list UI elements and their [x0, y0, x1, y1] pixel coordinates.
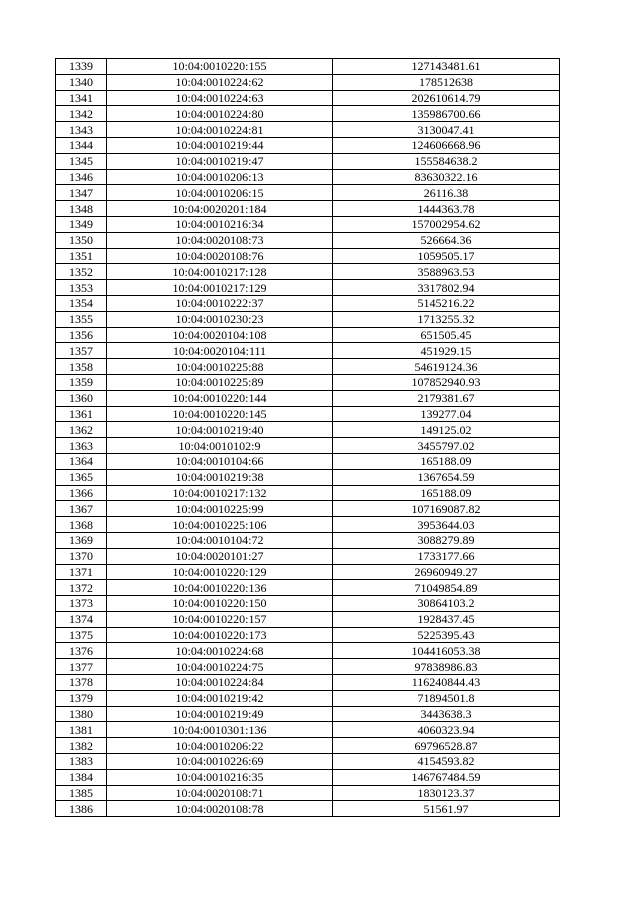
row-number-cell: 1343: [56, 122, 107, 138]
value-cell: 1733177.66: [333, 548, 560, 564]
cadastral-number-cell: 10:04:0010224:75: [107, 659, 333, 675]
cadastral-number-cell: 10:04:0010224:81: [107, 122, 333, 138]
row-number-cell: 1345: [56, 153, 107, 169]
table-row: [56, 59, 560, 75]
table-row: [56, 359, 560, 375]
table-row: [56, 311, 560, 327]
table-row: [56, 485, 560, 501]
cadastral-number-cell: 10:04:0010220:150: [107, 596, 333, 612]
cadastral-number-cell: 10:04:0010225:88: [107, 359, 333, 375]
cadastral-number-cell: 10:04:0010219:38: [107, 469, 333, 485]
table-row: [56, 801, 560, 817]
cadastral-number-cell: 10:04:0010224:63: [107, 90, 333, 106]
row-number-cell: 1370: [56, 548, 107, 564]
cadastral-number-cell: 10:04:0010220:144: [107, 390, 333, 406]
value-cell: 51561.97: [333, 801, 560, 817]
value-cell: 1367654.59: [333, 469, 560, 485]
table-row: [56, 532, 560, 548]
cadastral-number-cell: 10:04:0010225:106: [107, 517, 333, 533]
row-number-cell: 1369: [56, 532, 107, 548]
value-cell: 149125.02: [333, 422, 560, 438]
row-number-cell: 1342: [56, 106, 107, 122]
value-cell: 1444363.78: [333, 201, 560, 217]
row-number-cell: 1372: [56, 580, 107, 596]
row-number-cell: 1367: [56, 501, 107, 517]
row-number-cell: 1366: [56, 485, 107, 501]
table-row: [56, 754, 560, 770]
value-cell: 1713255.32: [333, 311, 560, 327]
row-number-cell: 1371: [56, 564, 107, 580]
cadastral-number-cell: 10:04:0010220:136: [107, 580, 333, 596]
table-row: [56, 137, 560, 153]
cadastral-number-cell: 10:04:0020201:184: [107, 201, 333, 217]
table-row: [56, 106, 560, 122]
row-number-cell: 1381: [56, 722, 107, 738]
value-cell: 4154593.82: [333, 754, 560, 770]
cadastral-number-cell: 10:04:0010222:37: [107, 295, 333, 311]
value-cell: 157002954.62: [333, 216, 560, 232]
row-number-cell: 1355: [56, 311, 107, 327]
cadastral-number-cell: 10:04:0020108:78: [107, 801, 333, 817]
row-number-cell: 1348: [56, 201, 107, 217]
value-cell: 97838986.83: [333, 659, 560, 675]
table-row: [56, 153, 560, 169]
value-cell: 127143481.61: [333, 59, 560, 75]
table-row: [56, 248, 560, 264]
table-row: [56, 343, 560, 359]
table-row: [56, 90, 560, 106]
row-number-cell: 1356: [56, 327, 107, 343]
cadastral-value-table: [55, 58, 560, 817]
table-row: [56, 453, 560, 469]
row-number-cell: 1379: [56, 690, 107, 706]
row-number-cell: 1375: [56, 627, 107, 643]
value-cell: 5225395.43: [333, 627, 560, 643]
cadastral-number-cell: 10:04:0010104:66: [107, 453, 333, 469]
table-row: [56, 280, 560, 296]
row-number-cell: 1378: [56, 675, 107, 691]
cadastral-number-cell: 10:04:0010206:22: [107, 738, 333, 754]
cadastral-number-cell: 10:04:0010220:145: [107, 406, 333, 422]
cadastral-number-cell: 10:04:0020108:71: [107, 785, 333, 801]
table-row: [56, 564, 560, 580]
cadastral-number-cell: 10:04:0010220:173: [107, 627, 333, 643]
cadastral-number-cell: 10:04:0010225:89: [107, 374, 333, 390]
value-cell: 526664.36: [333, 232, 560, 248]
table-body: [56, 59, 560, 817]
table-row: [56, 548, 560, 564]
value-cell: 107169087.82: [333, 501, 560, 517]
table-row: [56, 785, 560, 801]
value-cell: 3953644.03: [333, 517, 560, 533]
cadastral-number-cell: 10:04:0020104:108: [107, 327, 333, 343]
value-cell: 165188.09: [333, 485, 560, 501]
table-row: [56, 643, 560, 659]
value-cell: 71049854.89: [333, 580, 560, 596]
row-number-cell: 1360: [56, 390, 107, 406]
value-cell: 107852940.93: [333, 374, 560, 390]
cadastral-number-cell: 10:04:0010219:44: [107, 137, 333, 153]
value-cell: 116240844.43: [333, 675, 560, 691]
cadastral-number-cell: 10:04:0010206:13: [107, 169, 333, 185]
value-cell: 83630322.16: [333, 169, 560, 185]
table-row: [56, 659, 560, 675]
value-cell: 146767484.59: [333, 769, 560, 785]
cadastral-number-cell: 10:04:0010104:72: [107, 532, 333, 548]
value-cell: 1830123.37: [333, 785, 560, 801]
row-number-cell: 1351: [56, 248, 107, 264]
row-number-cell: 1358: [56, 359, 107, 375]
row-number-cell: 1373: [56, 596, 107, 612]
table-row: [56, 406, 560, 422]
cadastral-number-cell: 10:04:0010220:155: [107, 59, 333, 75]
value-cell: 26116.38: [333, 185, 560, 201]
row-number-cell: 1349: [56, 216, 107, 232]
cadastral-number-cell: 10:04:0010225:99: [107, 501, 333, 517]
value-cell: 155584638.2: [333, 153, 560, 169]
table-row: [56, 232, 560, 248]
cadastral-number-cell: 10:04:0010217:129: [107, 280, 333, 296]
cadastral-number-cell: 10:04:0010219:42: [107, 690, 333, 706]
row-number-cell: 1386: [56, 801, 107, 817]
cadastral-number-cell: 10:04:0020104:111: [107, 343, 333, 359]
table-row: [56, 390, 560, 406]
table-row: [56, 216, 560, 232]
cadastral-number-cell: 10:04:0020108:73: [107, 232, 333, 248]
value-cell: 3588963.53: [333, 264, 560, 280]
table-row: [56, 690, 560, 706]
row-number-cell: 1354: [56, 295, 107, 311]
cadastral-number-cell: 10:04:0010102:9: [107, 438, 333, 454]
table-row: [56, 374, 560, 390]
table-row: [56, 264, 560, 280]
cadastral-number-cell: 10:04:0010220:157: [107, 611, 333, 627]
cadastral-number-cell: 10:04:0010224:84: [107, 675, 333, 691]
table-row: [56, 438, 560, 454]
cadastral-number-cell: 10:04:0010230:23: [107, 311, 333, 327]
row-number-cell: 1363: [56, 438, 107, 454]
cadastral-number-cell: 10:04:0020101:27: [107, 548, 333, 564]
row-number-cell: 1353: [56, 280, 107, 296]
cadastral-number-cell: 10:04:0010216:34: [107, 216, 333, 232]
table-row: [56, 295, 560, 311]
value-cell: 178512638: [333, 74, 560, 90]
cadastral-number-cell: 10:04:0010216:35: [107, 769, 333, 785]
value-cell: 3088279.89: [333, 532, 560, 548]
value-cell: 651505.45: [333, 327, 560, 343]
table-row: [56, 738, 560, 754]
value-cell: 1928437.45: [333, 611, 560, 627]
cadastral-number-cell: 10:04:0010217:132: [107, 485, 333, 501]
table-row: [56, 517, 560, 533]
row-number-cell: 1341: [56, 90, 107, 106]
cadastral-number-cell: 10:04:0010224:80: [107, 106, 333, 122]
row-number-cell: 1352: [56, 264, 107, 280]
row-number-cell: 1377: [56, 659, 107, 675]
value-cell: 139277.04: [333, 406, 560, 422]
value-cell: 202610614.79: [333, 90, 560, 106]
table-row: [56, 201, 560, 217]
cadastral-number-cell: 10:04:0010220:129: [107, 564, 333, 580]
value-cell: 3455797.02: [333, 438, 560, 454]
cadastral-number-cell: 10:04:0010219:40: [107, 422, 333, 438]
cadastral-number-cell: 10:04:0010217:128: [107, 264, 333, 280]
table-row: [56, 122, 560, 138]
cadastral-number-cell: 10:04:0010226:69: [107, 754, 333, 770]
value-cell: 2179381.67: [333, 390, 560, 406]
row-number-cell: 1361: [56, 406, 107, 422]
value-cell: 26960949.27: [333, 564, 560, 580]
row-number-cell: 1346: [56, 169, 107, 185]
value-cell: 165188.09: [333, 453, 560, 469]
table-row: [56, 769, 560, 785]
value-cell: 124606668.96: [333, 137, 560, 153]
value-cell: 3130047.41: [333, 122, 560, 138]
value-cell: 135986700.66: [333, 106, 560, 122]
table-row: [56, 469, 560, 485]
table-row: [56, 74, 560, 90]
value-cell: 71894501.8: [333, 690, 560, 706]
row-number-cell: 1368: [56, 517, 107, 533]
row-number-cell: 1384: [56, 769, 107, 785]
table-row: [56, 722, 560, 738]
table-row: [56, 327, 560, 343]
value-cell: 1059505.17: [333, 248, 560, 264]
row-number-cell: 1383: [56, 754, 107, 770]
row-number-cell: 1350: [56, 232, 107, 248]
row-number-cell: 1385: [56, 785, 107, 801]
row-number-cell: 1344: [56, 137, 107, 153]
value-cell: 4060323.94: [333, 722, 560, 738]
table-row: [56, 611, 560, 627]
row-number-cell: 1364: [56, 453, 107, 469]
table-row: [56, 169, 560, 185]
cadastral-number-cell: 10:04:0010224:62: [107, 74, 333, 90]
row-number-cell: 1339: [56, 59, 107, 75]
row-number-cell: 1362: [56, 422, 107, 438]
table-row: [56, 706, 560, 722]
value-cell: 3317802.94: [333, 280, 560, 296]
row-number-cell: 1347: [56, 185, 107, 201]
value-cell: 451929.15: [333, 343, 560, 359]
cadastral-number-cell: 10:04:0020108:76: [107, 248, 333, 264]
table-row: [56, 675, 560, 691]
table-row: [56, 627, 560, 643]
value-cell: 104416053.38: [333, 643, 560, 659]
row-number-cell: 1365: [56, 469, 107, 485]
table-row: [56, 596, 560, 612]
cadastral-number-cell: 10:04:0010219:49: [107, 706, 333, 722]
row-number-cell: 1382: [56, 738, 107, 754]
row-number-cell: 1376: [56, 643, 107, 659]
value-cell: 5145216.22: [333, 295, 560, 311]
cadastral-number-cell: 10:04:0010301:136: [107, 722, 333, 738]
table-row: [56, 185, 560, 201]
row-number-cell: 1359: [56, 374, 107, 390]
cadastral-number-cell: 10:04:0010224:68: [107, 643, 333, 659]
value-cell: 69796528.87: [333, 738, 560, 754]
row-number-cell: 1357: [56, 343, 107, 359]
row-number-cell: 1340: [56, 74, 107, 90]
cadastral-number-cell: 10:04:0010206:15: [107, 185, 333, 201]
table-row: [56, 580, 560, 596]
row-number-cell: 1374: [56, 611, 107, 627]
table-row: [56, 422, 560, 438]
row-number-cell: 1380: [56, 706, 107, 722]
cadastral-number-cell: 10:04:0010219:47: [107, 153, 333, 169]
table-row: [56, 501, 560, 517]
value-cell: 54619124.36: [333, 359, 560, 375]
value-cell: 30864103.2: [333, 596, 560, 612]
value-cell: 3443638.3: [333, 706, 560, 722]
